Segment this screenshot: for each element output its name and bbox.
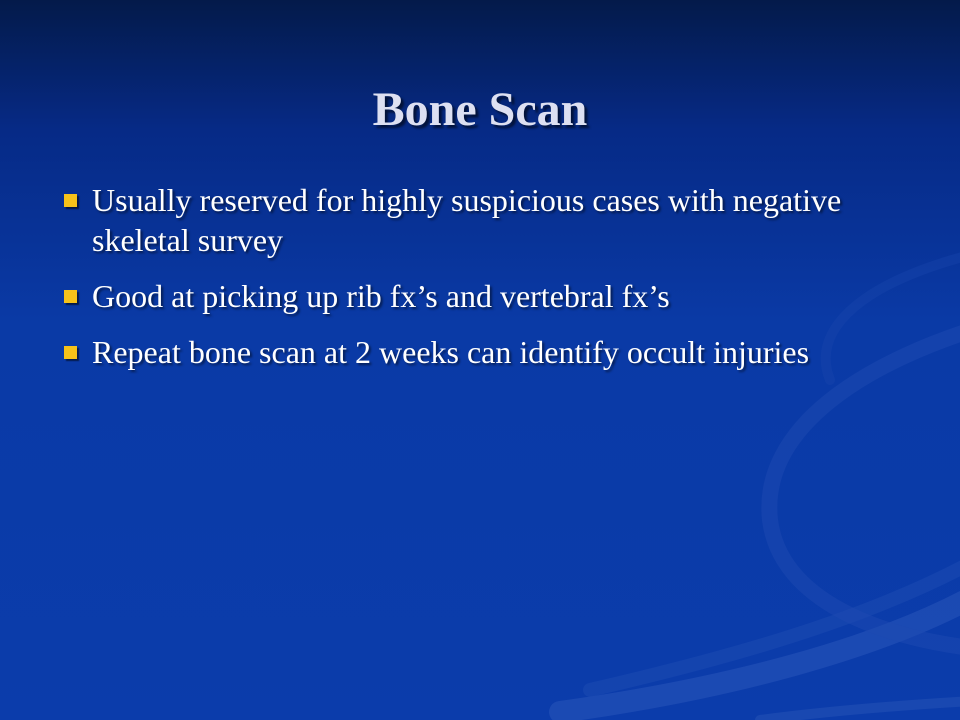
square-bullet-icon: [64, 346, 77, 359]
slide-title: Bone Scan: [372, 83, 588, 136]
square-bullet-icon: [64, 194, 77, 207]
bullet-text: Usually reserved for highly suspicious cases with negative skeletal survey: [92, 182, 842, 258]
bullet-text: Good at picking up rib fx’s and vertebral fx’s: [92, 278, 670, 314]
swirl-band-lower: [760, 700, 960, 720]
bullet-item: [64, 276, 904, 316]
bullet-list: [64, 180, 904, 388]
bullet-text: Repeat bone scan at 2 weeks can identify occult injuries: [92, 334, 810, 370]
bullet-item: [64, 180, 904, 260]
square-bullet-icon: [64, 290, 77, 303]
bullet-item: [64, 332, 904, 372]
